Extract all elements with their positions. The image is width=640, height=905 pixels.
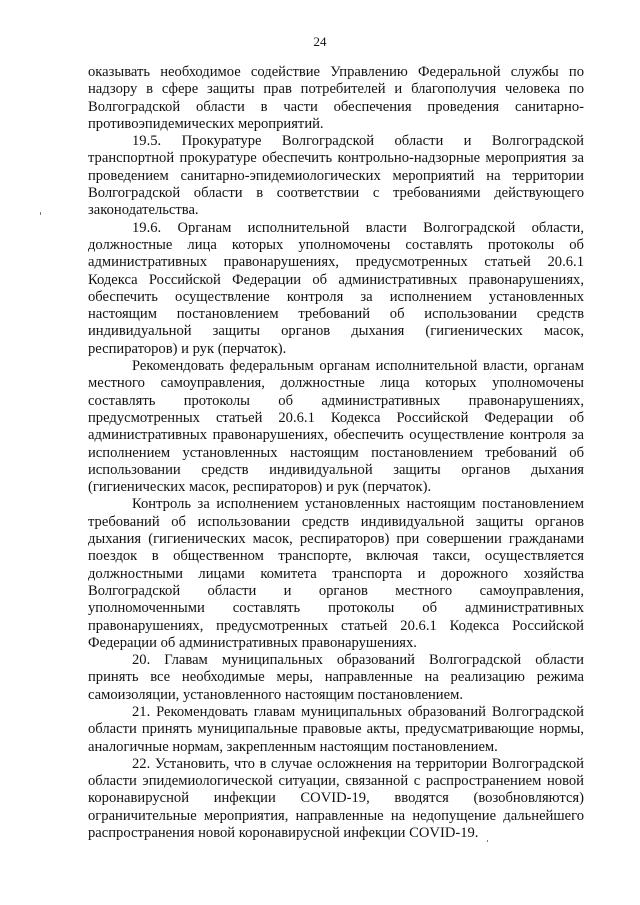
scan-speck bbox=[487, 840, 488, 842]
page-number: 24 bbox=[313, 34, 327, 49]
paragraph-item-22: 22. Установить, что в случае осложнения на территории Волгоградской области эпидемиологической ситуации, связанной с распространением новой коронавирусной инфекции COVID-19, вводятся (возобновляются) ограничительные мероприятия, направленные на недопущение дальнейшего распространения новой коронавирусной инфекции COVID-19. bbox=[88, 755, 584, 842]
scan-speck bbox=[40, 212, 41, 215]
document-body bbox=[88, 64, 584, 842]
paragraph-item-19-5: 19.5. Прокуратуре Волгоградской области и Волгоградской транспортной прокуратуре обеспечить контрольно-надзорные мероприятия за проведением санитарно-эпидемиологических мероприятий на территории Волгоградской области в соответствии с требованиями действующего законодательства. bbox=[88, 133, 584, 219]
paragraph-continuation: оказывать необходимое содействие Управлению Федеральной службы по надзору в сфере защиты прав потребителей и благополучия человека по Волгоградской области в части обеспечения проведения санитарно-противоэпидемических мероприятий. bbox=[88, 64, 584, 132]
paragraph-item-19-6: 19.6. Органам исполнительной власти Волгоградской области, должностные лица которых уполномочены составлять протоколы об административных правонарушениях, предусмотренных статьей 20.6.1 Кодекса Российской Федерации об административных правонарушениях, обеспечить осуществление контроля за исполнением установленных настоящим постановлением требований об использовании средств индивидуальной защиты органов дыхания (гигиенических масок, респираторов) и рук (перчаток). bbox=[88, 219, 584, 357]
paragraph-recommend-federal: Рекомендовать федеральным органам исполнительной власти, органам местного самоуправления, должностные лица которых уполномочены составлять протоколы об административных правонарушениях, предусмотренных статьей 20.6.1 Кодекса Российской Федерации об административных правонарушениях, обеспечить осуществление контроля за исполнением установленных настоящим постановлением требований об использовании средств индивидуальной защиты органов дыхания (гигиенических масок, респираторов) и рук (перчаток). bbox=[88, 358, 584, 496]
paragraph-item-21: 21. Рекомендовать главам муниципальных образований Волгоградской области принять муниципальные правовые акты, предусматривающие нормы, аналогичные нормам, закрепленным настоящим постановлением. bbox=[88, 703, 584, 755]
paragraph-item-20: 20. Главам муниципальных образований Волгоградской области принять все необходимые меры, направленные на реализацию режима самоизоляции, установленного настоящим постановлением. bbox=[88, 652, 584, 703]
paragraph-control-transport: Контроль за исполнением установленных настоящим постановлением требований об использовании средств индивидуальной защиты органов дыхания (гигиенических масок, респираторов) при совершении гражданами поездок в общественном транспорте, включая такси, осуществляется должностными лицами комитета транспорта и дорожного хозяйства Волгоградской области и органов местного самоуправления, уполномоченными составлять протоколы об административных правонарушениях, предусмотренных статьей 20.6.1 Кодекса Российской Федерации об административных правонарушениях. bbox=[88, 496, 584, 651]
